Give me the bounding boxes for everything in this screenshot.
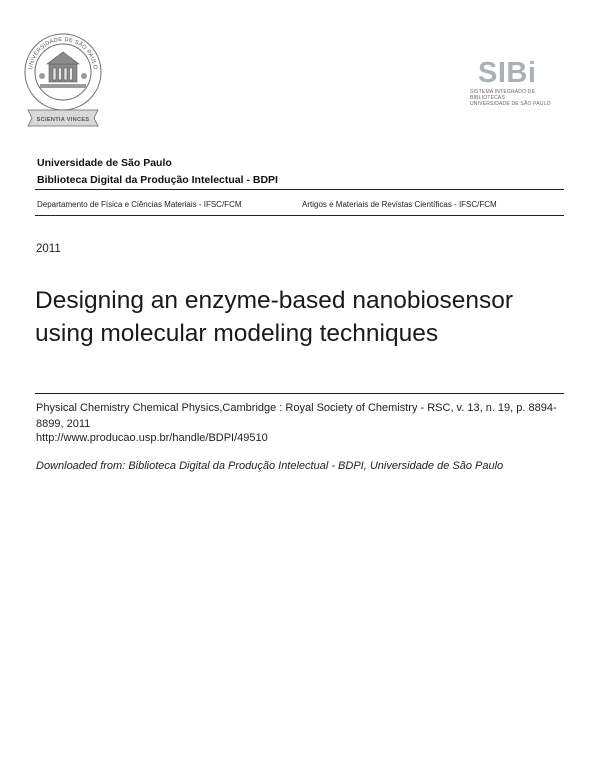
sibi-subtitle-line-2: UNIVERSIDADE DE SÃO PAULO xyxy=(470,101,551,107)
divider-collections xyxy=(35,215,564,216)
seal-text-bottom: SCIENTIA VINCES xyxy=(36,117,90,123)
divider-citation xyxy=(35,393,564,394)
usp-seal-logo xyxy=(22,28,104,140)
document-title: Designing an enzyme-based nanobiosensor using molecular modeling techniques xyxy=(35,287,514,347)
seal-text-top: UNIVERSIDADE DE SÃO PAULO xyxy=(28,36,98,70)
series-collection: Artigos e Materiais de Revistas Científicas - IFSC/FCM xyxy=(302,200,497,209)
downloaded-from-note: Downloaded from: Biblioteca Digital da Produção Intelectual - BDPI, Universidade de São Paulo xyxy=(36,460,504,472)
divider-top xyxy=(35,189,564,190)
publication-year: 2011 xyxy=(36,243,61,255)
institution-block xyxy=(37,155,278,189)
sibi-subtitle-line-1: SISTEMA INTEGRADO DE BIBLIOTECAS xyxy=(470,89,536,101)
sibi-wordmark xyxy=(478,58,536,88)
department-collection: Departamento de Física e Ciências Materiais - IFSC/FCM xyxy=(37,200,242,209)
citation-text: Physical Chemistry Chemical Physics,Cambridge : Royal Society of Chemistry - RSC, v. 13, n. 19, p. 8894-8899, 2011 xyxy=(36,402,557,430)
sibi-subtitle xyxy=(470,89,570,107)
sibi-logo xyxy=(470,56,570,107)
institution-name: Universidade de São Paulo xyxy=(37,157,172,169)
library-name: Biblioteca Digital da Produção Intelectual - BDPI xyxy=(37,174,278,186)
sibi-wordmark-text: SIBi xyxy=(478,57,537,89)
handle-url-link[interactable]: http://www.producao.usp.br/handle/BDPI/49510 xyxy=(36,432,268,444)
